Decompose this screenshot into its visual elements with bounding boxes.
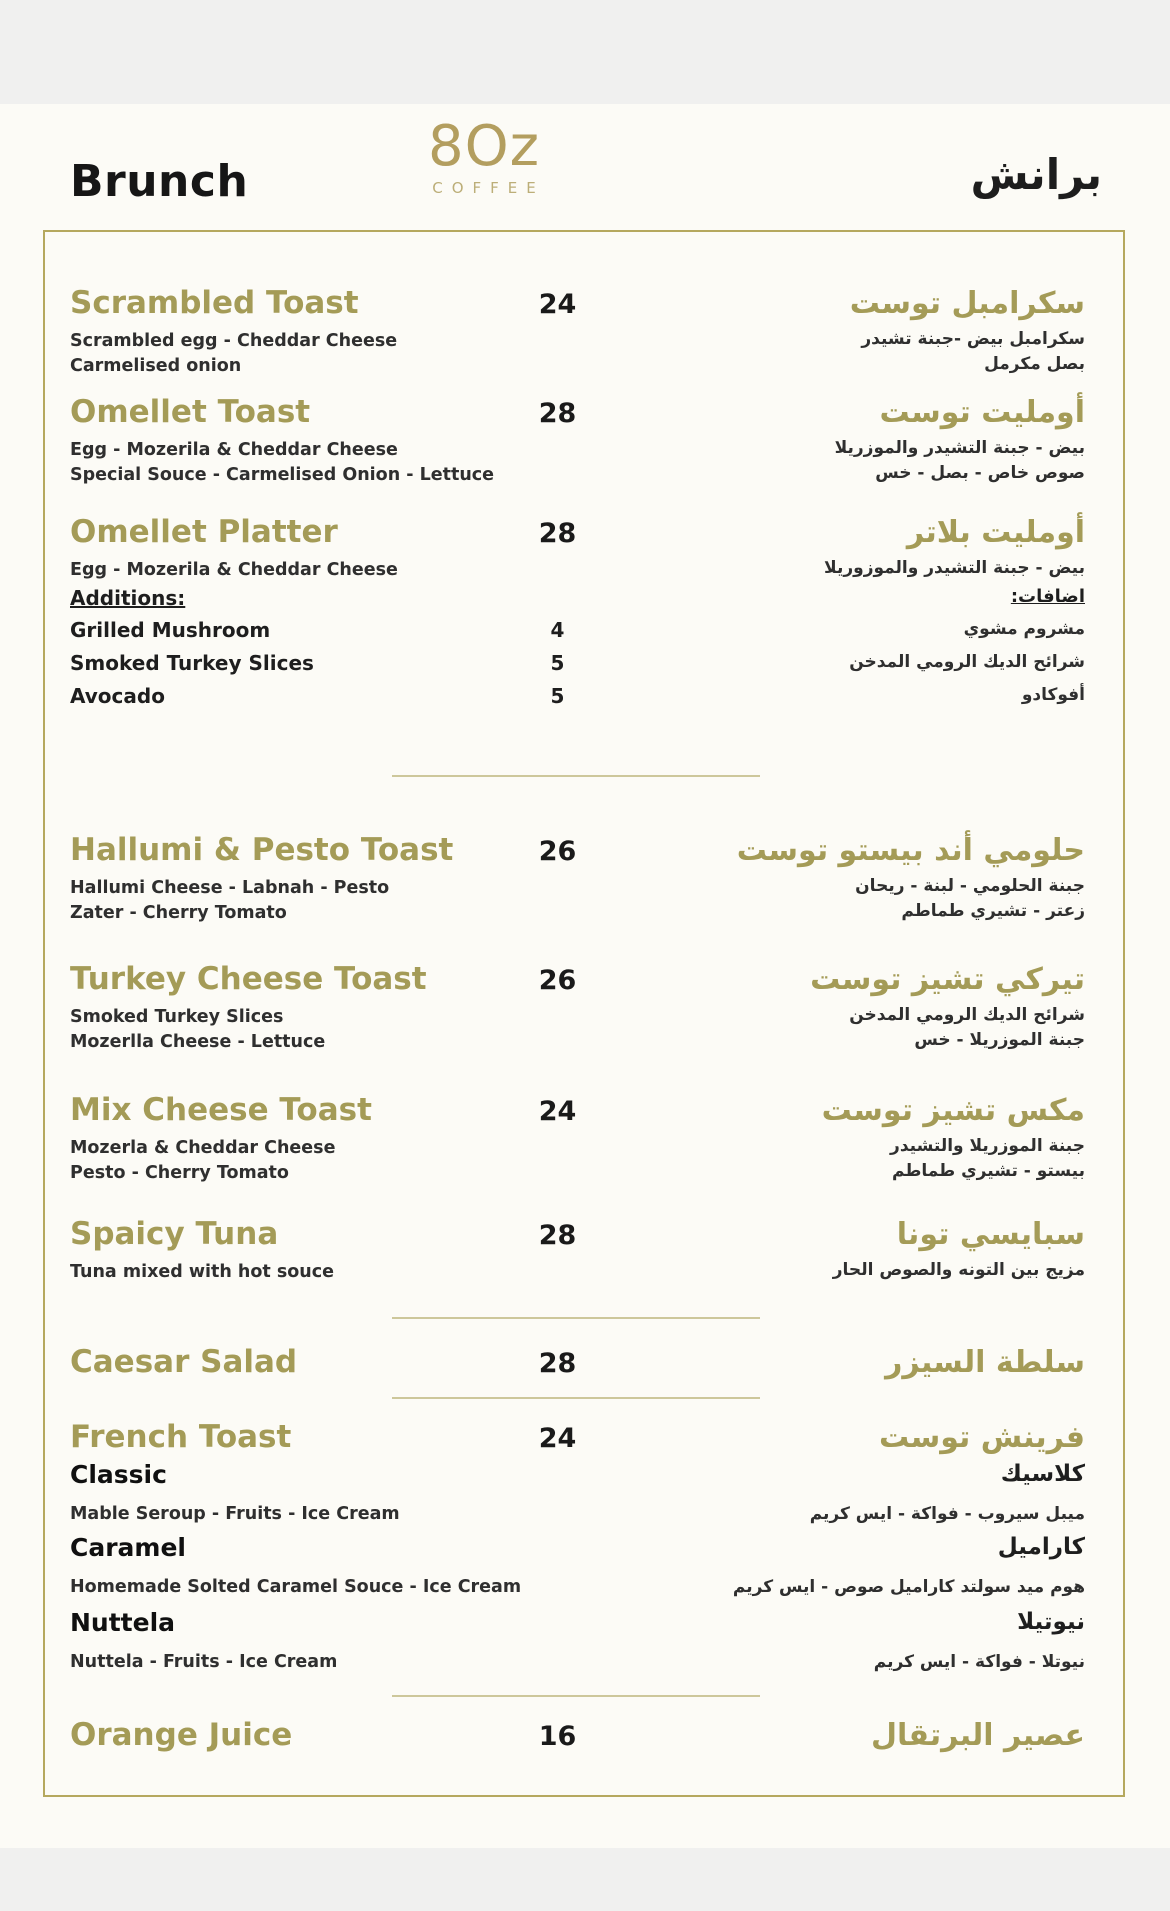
- item-desc-ar: بيض - جبنة التشيدر والموزريلا صوص خاص - بصل - خس: [834, 438, 1085, 484]
- item-title-ar: أومليت بلاتر: [906, 515, 1085, 551]
- item-price: 26: [538, 836, 577, 868]
- item-title-en: Mix Cheese Toast: [70, 1092, 372, 1129]
- item-desc-ar: جبنة الحلومي - لبنة - ريحان زعتر - تشيري طماطم: [855, 876, 1085, 922]
- item-head-row: [70, 833, 1085, 869]
- brand-logo: [408, 114, 560, 197]
- item-title-ar: سكرامبل توست: [849, 286, 1085, 321]
- additions-label-row: [70, 583, 1085, 611]
- addition-name-en: Grilled Mushroom: [70, 618, 271, 643]
- item-desc-en: Hallumi Cheese - Labnah - Pesto Zater - Cherry Tomato: [70, 878, 390, 924]
- item-title-en: Omellet Toast: [70, 394, 311, 431]
- menu-item-omellet-platter: [70, 515, 1085, 710]
- item-title-ar: سبايسي تونا: [896, 1217, 1085, 1253]
- item-title-en: Orange Juice: [70, 1717, 293, 1754]
- item-head-row: [70, 395, 1085, 431]
- item-head-row: [70, 1345, 1085, 1381]
- item-desc-en: Scrambled egg - Cheddar Cheese Carmelised onion: [70, 331, 398, 377]
- addition-price: 5: [550, 651, 565, 676]
- item-title-ar: حلومي أند بيستو توست: [736, 833, 1085, 869]
- item-title-en: Hallumi & Pesto Toast: [70, 832, 454, 869]
- item-title-ar: عصير البرتقال: [870, 1718, 1085, 1754]
- item-title-ar: أومليت توست: [879, 395, 1085, 431]
- variant-name-row: [70, 1608, 1085, 1638]
- item-head-row: [70, 515, 1085, 551]
- addition-name-en: Avocado: [70, 684, 165, 709]
- item-desc-en: Egg - Mozerila & Cheddar Cheese: [70, 560, 398, 581]
- menu-item-orange-juice: [70, 1718, 1085, 1754]
- item-desc-ar: بيض - جبنة التشيدر والموزوريلا: [824, 558, 1085, 579]
- item-desc-ar: مزيج بين التونه والصوص الحار: [832, 1260, 1085, 1281]
- variant-name-en: Caramel: [70, 1533, 186, 1563]
- item-price: 24: [538, 1423, 577, 1455]
- menu-item-mix-cheese-toast: [70, 1093, 1085, 1186]
- item-title-en: Caesar Salad: [70, 1344, 298, 1381]
- item-title-en: Turkey Cheese Toast: [70, 961, 427, 998]
- brand-logo-text: 8Oz: [427, 114, 541, 179]
- item-title-en: French Toast: [70, 1419, 292, 1456]
- item-price: 24: [538, 1096, 577, 1128]
- item-price: 28: [538, 1220, 577, 1252]
- item-desc-row: [70, 1253, 1085, 1285]
- variant-name-en: Classic: [70, 1460, 167, 1490]
- item-desc-row: [70, 869, 1085, 926]
- item-title-en: Omellet Platter: [70, 514, 338, 551]
- variant-name-row: [70, 1460, 1085, 1490]
- item-desc-en: Tuna mixed with hot souce: [70, 1262, 335, 1283]
- brand-logo-subtext: COFFEE: [432, 178, 545, 197]
- addition-price: 4: [550, 618, 565, 643]
- item-title-en: Spaicy Tuna: [70, 1216, 279, 1253]
- section-divider: [392, 775, 760, 777]
- item-title-ar: سلطة السيزر: [885, 1345, 1085, 1381]
- item-desc-row: [70, 322, 1085, 379]
- menu-header: [0, 104, 1170, 230]
- item-title-ar: فرينش توست: [878, 1420, 1085, 1456]
- addition-name-ar: أفوكادو: [1021, 685, 1085, 706]
- additions-label-en: Additions:: [70, 586, 186, 611]
- menu-item-spaicy-tuna: [70, 1217, 1085, 1285]
- variant-desc-ar: ميبل سيروب - فواكة - ايس كريم: [809, 1504, 1085, 1525]
- item-head-row: [70, 1093, 1085, 1129]
- item-desc-en: Mozerla & Cheddar Cheese Pesto - Cherry Tomato: [70, 1138, 336, 1184]
- section-divider: [392, 1695, 760, 1697]
- item-desc-row: [70, 551, 1085, 583]
- variant-desc-ar: نيوتلا - فواكة - ايس كريم: [873, 1652, 1085, 1673]
- menu-item-french-toast: [70, 1420, 1085, 1675]
- item-desc-ar: سكرامبل بيض -جبنة تشيدر بصل مكرمل: [861, 329, 1085, 374]
- variant-desc-ar: هوم ميد سولتد كاراميل صوص - ايس كريم: [732, 1577, 1085, 1598]
- addition-price: 5: [550, 684, 565, 709]
- menu-sheet: [0, 104, 1170, 1848]
- item-price: 24: [538, 289, 577, 320]
- item-price: 16: [538, 1721, 577, 1753]
- item-desc-ar: شرائح الديك الرومي المدخن جبنة الموزريلا - خس: [849, 1005, 1085, 1051]
- item-price: 28: [538, 518, 577, 550]
- item-price: 28: [538, 1348, 577, 1380]
- variant-desc-row: [70, 1650, 1085, 1675]
- item-desc-en: Smoked Turkey Slices Mozerlla Cheese - Lettuce: [70, 1007, 326, 1053]
- menu-frame: [43, 230, 1125, 1797]
- item-head-row: [70, 962, 1085, 998]
- variant-desc-en: Mable Seroup - Fruits - Ice Cream: [70, 1504, 400, 1525]
- item-desc-ar: جبنة الموزريلا والتشيدر بيستو - تشيري طماطم: [890, 1136, 1085, 1182]
- variant-name-row: [70, 1533, 1085, 1563]
- variant-name-en: Nuttela: [70, 1608, 176, 1638]
- section-divider: [392, 1317, 760, 1319]
- item-title-en: Scrambled Toast: [70, 285, 359, 321]
- item-desc-row: [70, 1129, 1085, 1186]
- item-head-row: [70, 1420, 1085, 1456]
- item-head-row: [70, 1217, 1085, 1253]
- variant-desc-row: [70, 1575, 1085, 1600]
- menu-item-turkey-cheese-toast: [70, 962, 1085, 1055]
- variant-name-ar: كلاسيك: [1000, 1461, 1085, 1488]
- addition-name-ar: مشروم مشوي: [963, 619, 1085, 640]
- addition-name-en: Smoked Turkey Slices: [70, 651, 314, 676]
- menu-item-caesar-salad: [70, 1345, 1085, 1381]
- menu-item-scrambled-toast: [70, 286, 1085, 379]
- addition-row: [70, 682, 1085, 710]
- menu-item-omellet-toast: [70, 395, 1085, 488]
- variant-name-ar: نيوتيلا: [1017, 1609, 1085, 1636]
- item-title-ar: تيركي تشيز توست: [810, 962, 1085, 998]
- page-title-arabic: برانش: [970, 150, 1102, 199]
- item-head-row: [70, 286, 1085, 322]
- additions-label-ar: اضافات:: [1010, 586, 1085, 608]
- addition-row: [70, 649, 1085, 677]
- page-title: Brunch: [70, 156, 249, 207]
- addition-name-ar: شرائح الديك الرومي المدخن: [849, 652, 1085, 673]
- item-price: 26: [538, 965, 577, 997]
- variant-desc-en: Nuttela - Fruits - Ice Cream: [70, 1652, 338, 1673]
- item-price: 28: [538, 398, 577, 430]
- item-desc-row: [70, 998, 1085, 1055]
- variant-name-ar: كاراميل: [997, 1534, 1085, 1561]
- item-desc-row: [70, 431, 1085, 488]
- menu-item-hallumi-pesto-toast: [70, 833, 1085, 926]
- variant-desc-en: Homemade Solted Caramel Souce - Ice Cream: [70, 1577, 522, 1598]
- section-divider: [392, 1397, 760, 1399]
- item-head-row: [70, 1718, 1085, 1754]
- item-desc-en: Egg - Mozerila & Cheddar Cheese Special Souce - Carmelised Onion - Lettuce: [70, 440, 495, 486]
- item-title-ar: مكس تشيز توست: [821, 1093, 1085, 1129]
- addition-row: [70, 616, 1085, 644]
- variant-desc-row: [70, 1502, 1085, 1527]
